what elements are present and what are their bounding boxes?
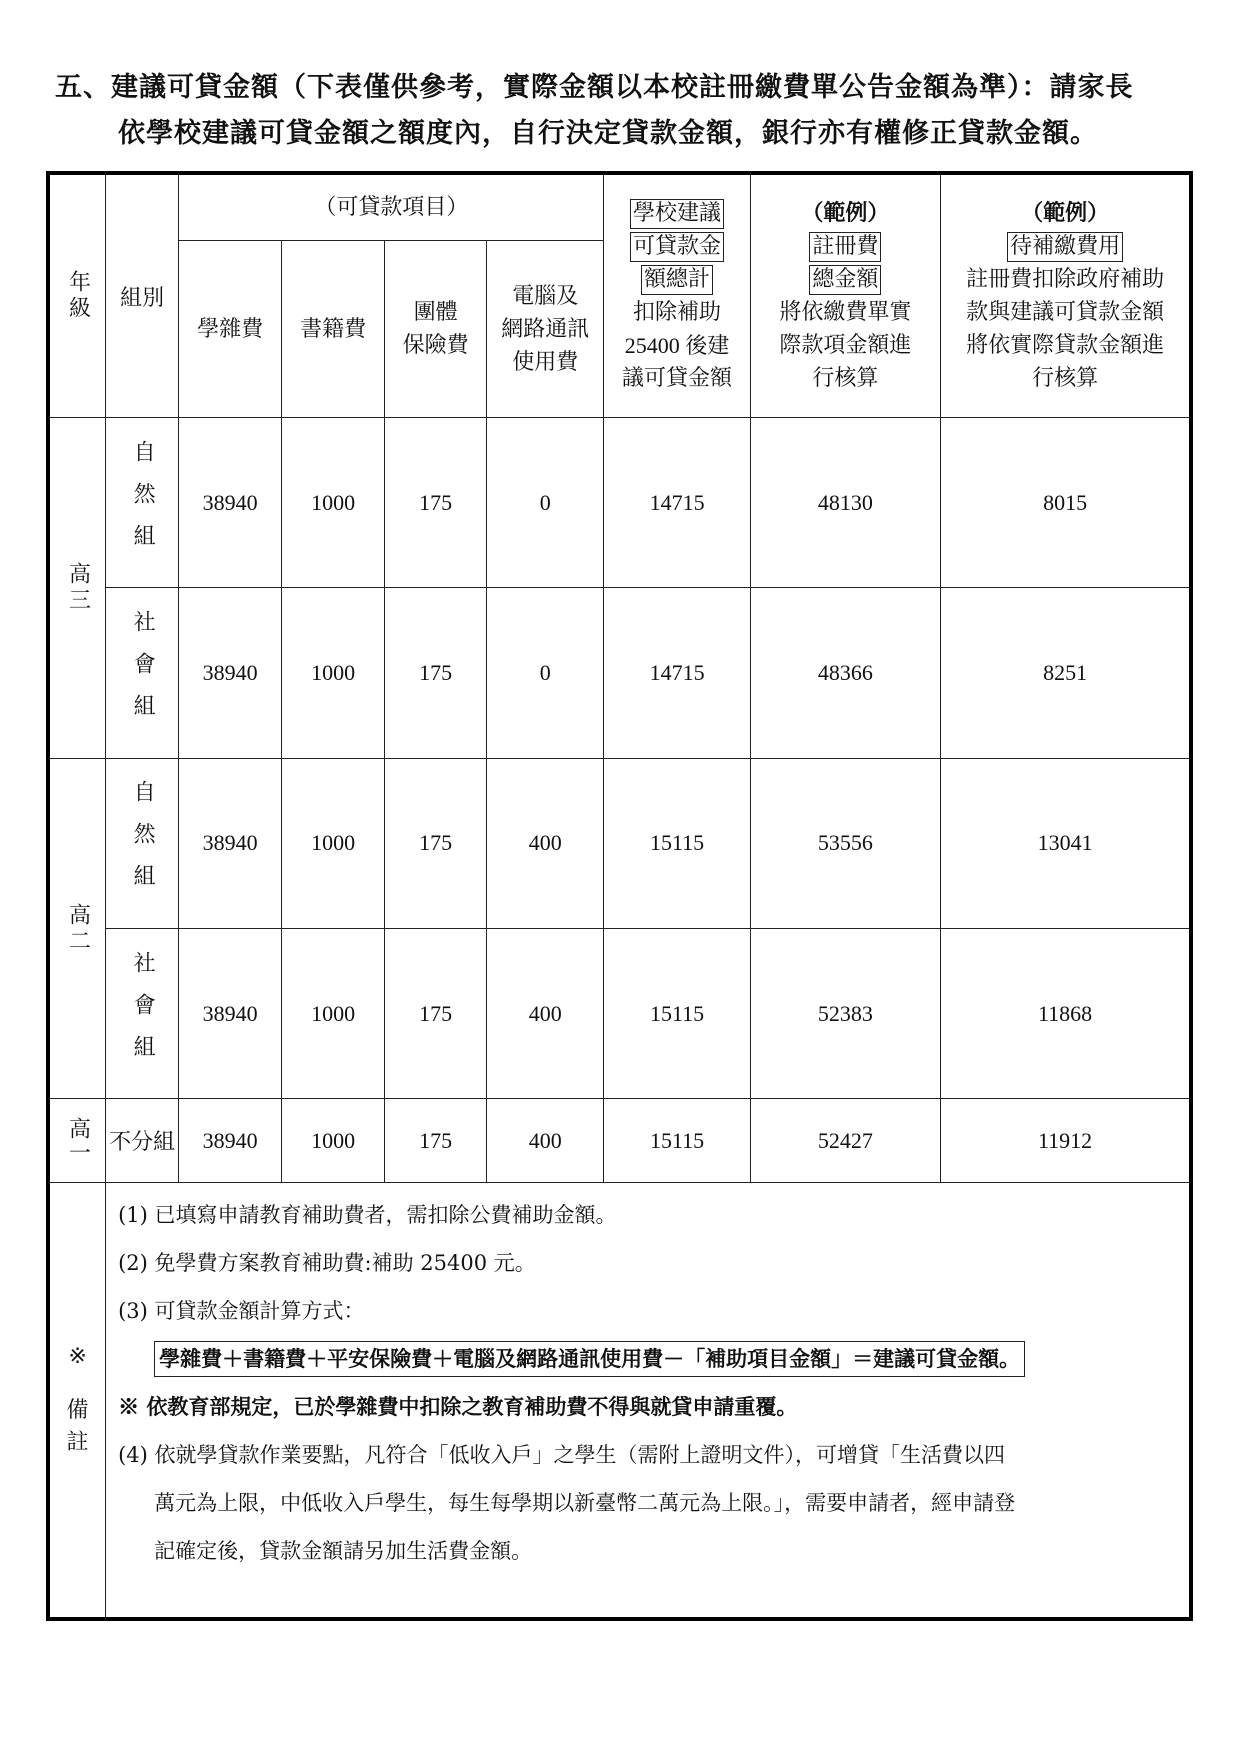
insurance-cell: 175: [385, 588, 487, 758]
pending-fee-header: （範例） 待補繳費用 註冊費扣除政府補助 款與建議可貸款金額 將依實際貸款金額進 行核算: [941, 173, 1191, 418]
computer-fee-cell: 400: [487, 758, 604, 928]
pending-fee-cell: 13041: [941, 758, 1191, 928]
suggested-loan-cell: 15115: [604, 1099, 750, 1183]
registration-total-cell: 48366: [750, 588, 940, 758]
suggested-loan-cell: 15115: [604, 929, 750, 1099]
registration-total-cell: 52427: [750, 1099, 940, 1183]
table-row: [48, 1099, 1191, 1183]
table-row: [48, 758, 1191, 928]
note-1: (1) 已填寫申請教育補助費者，需扣除公費補助金額。: [118, 1203, 617, 1228]
section-heading-line-2: 依學校建議可貸金額之額度內，自行決定貸款金額，銀行亦有權修正貸款金額。: [118, 118, 1098, 149]
insurance-header: 團體 保險費: [385, 241, 487, 418]
insurance-cell: 175: [385, 758, 487, 928]
loan-formula: 學雜費＋書籍費＋平安保險費＋電腦及網路通訊使用費－「補助項目金額」＝建議可貸金額。: [154, 1341, 1025, 1377]
note-3: (3) 可貸款金額計算方式：: [118, 1299, 365, 1324]
group-cell: 不分組: [106, 1099, 179, 1183]
notes-row: [48, 1183, 1191, 1619]
moe-rule-note: ※ 依教育部規定，已於學雜費中扣除之教育補助費不得與就貸申請重覆。: [118, 1394, 798, 1420]
grade-header: 年級: [48, 173, 106, 418]
grade-cell: 高三: [48, 418, 106, 759]
tuition-cell: 38940: [179, 1099, 282, 1183]
registration-total-cell: 48130: [750, 418, 940, 588]
note-4-line-3: 記確定後，貸款金額請另加生活費金額。: [154, 1539, 533, 1564]
group-cell: 自然組: [106, 758, 179, 928]
table-row: [48, 418, 1191, 588]
group-cell: 社會組: [106, 929, 179, 1099]
tuition-cell: 38940: [179, 929, 282, 1099]
registration-total-cell: 53556: [750, 758, 940, 928]
loan-amount-table: [46, 171, 1193, 1621]
loan-items-header: （可貸款項目）: [179, 173, 604, 241]
books-cell: 1000: [282, 418, 385, 588]
registration-total-header: （範例） 註冊費 總金額 將依繳費單實 際款項金額進 行核算: [750, 173, 940, 418]
computer-fee-header: 電腦及 網路通訊 使用費: [487, 241, 604, 418]
suggested-loan-cell: 14715: [604, 418, 750, 588]
pending-fee-cell: 11868: [941, 929, 1191, 1099]
books-header: 書籍費: [282, 241, 385, 418]
table-row: [48, 588, 1191, 758]
tuition-cell: 38940: [179, 758, 282, 928]
suggested-loan-header: 學校建議 可貸款金 額總計 扣除補助 25400 後建 議可貸金額: [604, 173, 750, 418]
group-cell: 社會組: [106, 588, 179, 758]
books-cell: 1000: [282, 588, 385, 758]
notes-content: [106, 1183, 1191, 1619]
insurance-cell: 175: [385, 929, 487, 1099]
tuition-cell: 38940: [179, 588, 282, 758]
suggested-loan-cell: 15115: [604, 758, 750, 928]
pending-fee-cell: 8251: [941, 588, 1191, 758]
tuition-cell: 38940: [179, 418, 282, 588]
computer-fee-cell: 0: [487, 418, 604, 588]
notes-label: ※ 備 註: [48, 1183, 106, 1619]
group-cell: 自然組: [106, 418, 179, 588]
pending-fee-cell: 8015: [941, 418, 1191, 588]
books-cell: 1000: [282, 758, 385, 928]
table-row: [48, 929, 1191, 1099]
suggested-loan-cell: 14715: [604, 588, 750, 758]
registration-total-cell: 52383: [750, 929, 940, 1099]
insurance-cell: 175: [385, 418, 487, 588]
section-heading-line-1: 五、建議可貸金額（下表僅供參考，實際金額以本校註冊繳費單公告金額為準）：請家長: [55, 72, 1134, 103]
pending-fee-cell: 11912: [941, 1099, 1191, 1183]
computer-fee-cell: 400: [487, 1099, 604, 1183]
note-2: (2) 免學費方案教育補助費:補助 25400 元。: [118, 1251, 536, 1276]
grade-cell: 高一: [48, 1099, 106, 1183]
tuition-header: 學雜費: [179, 241, 282, 418]
grade-cell: 高二: [48, 758, 106, 1099]
note-4-line-2: 萬元為上限，中低收入戶學生，每生每學期以新臺幣二萬元為上限。」，需要申請者，經申請登: [154, 1491, 1016, 1516]
computer-fee-cell: 400: [487, 929, 604, 1099]
books-cell: 1000: [282, 1099, 385, 1183]
books-cell: 1000: [282, 929, 385, 1099]
insurance-cell: 175: [385, 1099, 487, 1183]
group-header: 組別: [106, 173, 179, 418]
computer-fee-cell: 0: [487, 588, 604, 758]
note-4-line-1: (4) 依就學貸款作業要點，凡符合「低收入戶」之學生（需附上證明文件），可增貸「生活費以四: [118, 1443, 1005, 1468]
